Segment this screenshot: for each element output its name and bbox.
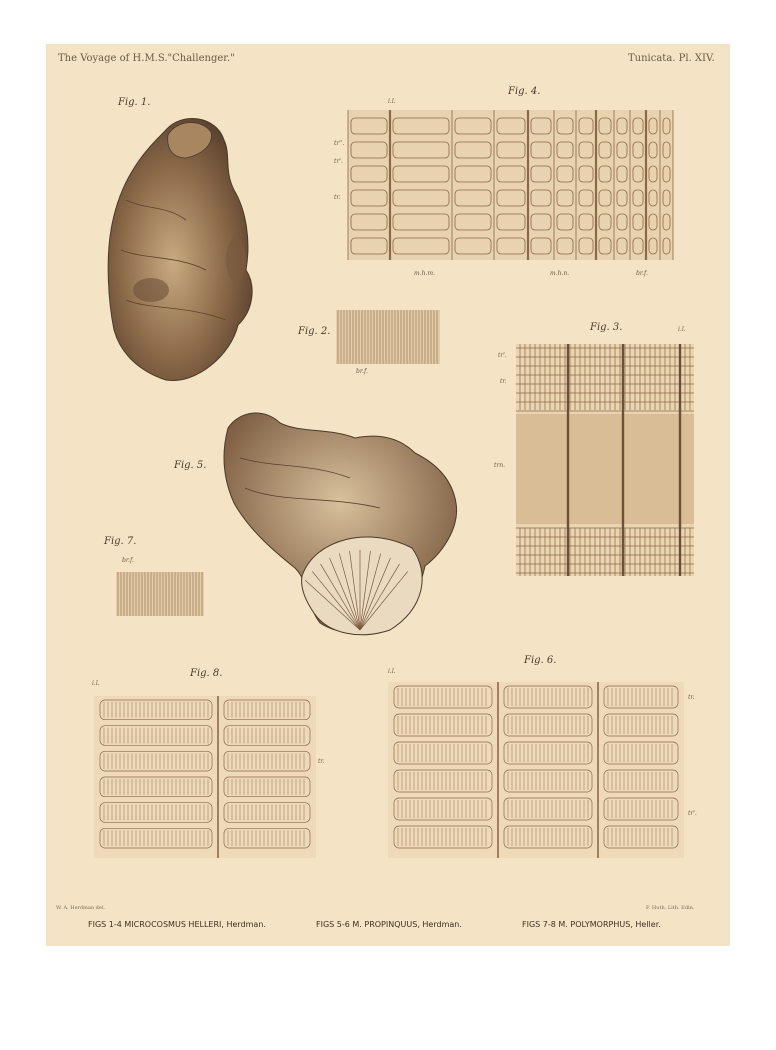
- plate-header-right: Tunicata. Pl. XIV.: [628, 53, 715, 64]
- fig4-annotation-mhn: m.h.n.: [550, 270, 570, 277]
- caption-m-polymorphus: FIGS 7-8 M. POLYMORPHUS, Heller.: [522, 920, 661, 929]
- fig7-annotation-brf: br.f.: [122, 557, 134, 564]
- fig4-label: Fig. 4.: [508, 86, 541, 97]
- fig2-label: Fig. 2.: [298, 326, 331, 337]
- caption-microcosmus-helleri: FIGS 1-4 MICROCOSMUS HELLERI, Herdman.: [88, 920, 266, 929]
- fig6-annotation-il: i.l.: [388, 668, 396, 675]
- fig8-branchial-sac-illustration: [94, 696, 316, 858]
- fig7-fold-illustration: [116, 572, 204, 616]
- fig1-specimen-illustration: [106, 110, 256, 390]
- footer-lithographer-credit: F. Huth, Lith. Edin.: [646, 905, 695, 911]
- footer-artist-credit: W. A. Herdman del.: [56, 905, 106, 911]
- fig5-label: Fig. 5.: [174, 460, 207, 471]
- fig4-branchial-sac-illustration: [348, 110, 673, 260]
- fig3-annotation-trn: trn.: [494, 462, 506, 469]
- fig6-label: Fig. 6.: [524, 655, 557, 666]
- fig2-fold-illustration: [336, 310, 440, 364]
- fig4-annotation-il: i.l.: [388, 98, 396, 105]
- caption-m-propinquus: FIGS 5-6 M. PROPINQUUS, Herdman.: [316, 920, 462, 929]
- fig6-annotation-tr-prime: tr'.: [688, 810, 697, 817]
- fig1-label: Fig. 1.: [118, 97, 151, 108]
- fig8-annotation-il: i.l.: [92, 680, 100, 687]
- fig2-annotation-brf: br.f.: [356, 368, 368, 375]
- fig3-branchial-detail-illustration: [516, 344, 694, 576]
- fig3-annotation-tr-prime: tr'.: [498, 352, 507, 359]
- plate-header-left: The Voyage of H.M.S."Challenger.": [58, 53, 235, 64]
- fig4-annotation-tr-double: tr''.: [334, 140, 345, 147]
- fig8-annotation-tr: tr.: [318, 758, 325, 765]
- fig3-annotation-tr: tr.: [500, 378, 507, 385]
- fig4-annotation-tr-prime: tr'.: [334, 158, 343, 165]
- fig3-label: Fig. 3.: [590, 322, 623, 333]
- fig8-label: Fig. 8.: [190, 668, 223, 679]
- fig6-branchial-sac-illustration: [388, 682, 684, 858]
- fig4-annotation-brf: br.f.: [636, 270, 648, 277]
- fig4-annotation-tr: tr.: [334, 194, 341, 201]
- fig6-annotation-tr: tr.: [688, 694, 695, 701]
- fig5-specimen-illustration: [220, 408, 460, 636]
- fig3-annotation-il: i.l.: [678, 326, 686, 333]
- fig4-annotation-mhm: m.h.m.: [414, 270, 435, 277]
- fig7-label: Fig. 7.: [104, 536, 137, 547]
